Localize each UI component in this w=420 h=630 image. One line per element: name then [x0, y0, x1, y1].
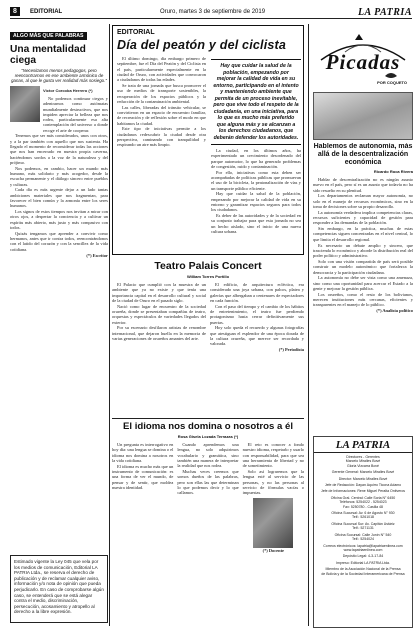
- article-paragraph: Sin embargo, en la práctica, muchas de estas competencias siguen concentradas en el nivel central, lo que limita el desarrollo regional.: [313, 226, 413, 242]
- credits-line: Oficina Sucursal: Calle Junín N° 540: [334, 532, 392, 537]
- credits-line: Miembro de la Asociación Nacional de la Prensa: [325, 567, 401, 572]
- article-paragraph: Cada día es más urgente dejar a un lado tantas ambiciones materiales que nos fragmentan, para favorecer el bien común y la armonía entre los seres humanos.: [10, 187, 108, 209]
- column-kicker: ALGO MÁS QUE PALABRAS: [10, 32, 87, 40]
- credits-line: Fax: 5250780 - Casilla 48: [343, 504, 383, 509]
- column-rule-right: [308, 24, 309, 626]
- column-rule-left: [109, 24, 110, 626]
- credits-line: Jefe de Informaciones: Rene Miguel Peralta Ontiveros: [320, 489, 406, 494]
- credits-line: Directores - Gerentes: [346, 455, 380, 459]
- author-photo: [253, 498, 293, 548]
- sidebar-article-header: [313, 92, 413, 140]
- article-signature: (*) Docente: [262, 548, 284, 554]
- section-divider: [112, 418, 304, 419]
- editorial-tag: EDITORIAL: [117, 29, 155, 36]
- article-paragraph: Nació como lugar de encuentro de la sociedad orureña, donde se presentaban compañías de teatro, orquestas y espectáculos de variedades llegados del exterior.: [112, 303, 206, 325]
- credits-group: [314, 544, 412, 553]
- article-paragraph: El Palacio que cumplió con la muestra de un ambiente que ya no existe y que tenía una importancia capital en el desarrollo cultural y social de la ciudad de Oruro en el pasado siglo.: [112, 282, 206, 303]
- credits-line: Oficina Sucursal: Av. 6 de Agosto N° 930: [331, 511, 395, 516]
- editorial-paragraph: Se trata de una jornada que busca promover el uso de medios de transporte sostenibles, la recuperación de los espacios públicos y la reducción de la contaminación ambiental.: [117, 82, 206, 104]
- credits-list: [314, 455, 412, 576]
- article-title: Una mentalidad ciega: [10, 44, 86, 66]
- editorial-paragraph: Hay que cuidar la salud de la población, empezando por mejorar la calidad de vida en su entorno y garantizar espacios seguros para todos los ciudadanos.: [211, 191, 301, 213]
- article-hablemos-de-autonomia: [313, 143, 413, 433]
- article-paragraph: Quizás tengamos que aprender a convivir como hermanos, antes que ir contra todos, reencontrándonos con el latido del corazón y con la sencillez de la vida cotidiana.: [10, 230, 108, 252]
- credits-group: [314, 483, 412, 487]
- credits-group: [314, 533, 412, 542]
- editorial-paragraph: Este tipo de iniciativas permite a los ciudadanos redescubrir la ciudad desde otra perspectiva, caminando con tranquilidad y respirando un aire más limpio.: [117, 126, 206, 148]
- credits-line: Marcelo Miralles Bové: [345, 459, 381, 464]
- article-paragraph: Es necesario un debate amplio y sincero, que trascienda lo económico y aborde la distribución real del poder político y administrativo.: [313, 242, 413, 259]
- article-signature: (*) Periodista: [278, 347, 304, 353]
- credits-line: Telf.: 5254024: [352, 537, 374, 542]
- editorial-column-1: [117, 56, 206, 252]
- article-paragraph: Con el paso del tiempo y el cambio de los hábitos de entretenimiento, el teatro fue perdiendo protagonismo hasta cerrar definitivamente sus puertas.: [210, 303, 304, 325]
- article-paragraph: Hoy solo queda el recuerdo y algunas fotografías que atestiguan el esplendor de una época dorada de la cultura orureña, que merece ser recordada y valorada.: [210, 325, 304, 347]
- article-paragraph: El reto es conocer a fondo nuestro idioma, respetarlo y usarlo con responsabilidad, para que sea una herramienta de libertad y no de sometimiento.: [242, 442, 304, 469]
- credits-line: Depósito Legal: 4-3-17-84: [342, 554, 384, 559]
- article-paragraph: Muchas veces creemos que somos dueños de las palabras, pero son ellas las que determinan lo que podemos decir y lo que callamos.: [177, 468, 239, 496]
- article-paragraph: Solo con una visión compartida de país será posible construir un modelo autonómico que fortalezca la democracia y la participación ciudadana.: [313, 258, 413, 275]
- article-paragraph: La autonomía verdadera implica competencias claras, recursos suficientes y capacidad de gestión para responder a las demandas de la población.: [313, 209, 413, 226]
- page-number: 8: [10, 7, 20, 16]
- article-paragraph: Solo así lograremos que la lengua esté al servicio de las personas, y no las personas al servicio de fórmulas vacías o impuestas.: [242, 468, 304, 496]
- credits-group: [314, 470, 412, 474]
- credits-brand: LA PATRIA: [314, 437, 412, 453]
- editorial-column-2: [211, 56, 301, 252]
- credits-line: www.lapatriaenlinea.com: [343, 547, 383, 552]
- author-photo: [10, 86, 40, 122]
- article-paragraph: Tenemos que ser más considerados, unos con otros, y a la par también con aquello que nos sustenta. Ha llegado el momento de reconsiderar todas las acciones que nos han encerrado en nuestra propia caverna, haciéndonos sordos a la voz de la naturaleza y del prójimo.: [10, 133, 108, 165]
- article-paragraph: Hablar de descentralización no es ningún asunto nuevo en el país, pero sí es un asunto que todavía no ha sido resuelto en su plenitud.: [313, 177, 413, 193]
- article-byline: Rosa Gisela Lozada Terrazas (*): [177, 434, 239, 439]
- credits-line: Gloria Vizcarra Bové: [346, 463, 380, 468]
- article-paragraph: El edificio, de arquitectura ecléctica, era considerado una joya urbana, con palcos, platea y galerías que albergaban a centenares de espectadores en cada función.: [210, 282, 304, 303]
- editorial-title: Día del peatón y del ciclista: [117, 38, 287, 52]
- article-title: Hablemos de autonomía, más allá de la descentralización económica: [313, 143, 413, 166]
- logo-wordmark: Picadas: [325, 50, 401, 74]
- masthead-credits: [313, 436, 413, 628]
- article-teatro-palais-concert: [112, 260, 304, 415]
- section-name: EDITORIAL: [30, 9, 63, 15]
- column-una-mentalidad-ciega: [10, 24, 108, 552]
- article-signature: (*) Analista político: [376, 308, 413, 314]
- legal-notice-box: [10, 555, 108, 623]
- credits-line: de Bolivia y de la Sociedad Interamericana de Prensa: [321, 571, 405, 576]
- credits-group: [314, 496, 412, 509]
- editorial-box: [112, 25, 304, 255]
- credits-line: Teléfonos: 5254022 - 5254023: [339, 500, 387, 505]
- page-header: [10, 7, 412, 19]
- logo-subtitle: POR COQUETO: [377, 80, 407, 85]
- article-paragraph: Un pregunta es interrogativo en hoy día: una lengua se domina o el idioma nos domina a nosotros en la vida cotidiana.: [112, 442, 174, 463]
- credits-line: Correos electrónicos: lapatria@lapatriaenlinea.com: [323, 543, 403, 548]
- credits-group: [314, 477, 412, 481]
- editorial-paragraph: Es deber de las autoridades y de la sociedad en su conjunto trabajar para que esta jornada no sea un hecho aislado, sino el inicio de una nueva cultura urbana.: [211, 213, 301, 234]
- editorial-paragraph: La ciudad, en los últimos años, ha experimentado un crecimiento desordenado del parque automotor, lo que ha generado problemas de congestión, ruido y contaminación.: [211, 148, 301, 169]
- credits-group: [314, 567, 412, 576]
- masthead-brand: LA PATRIA: [357, 7, 412, 18]
- article-paragraph: Los departamentos reclaman mayor autonomía, no solo en el manejo de recursos económicos, sino en la toma de decisiones sobre su propio desarrollo.: [313, 193, 413, 209]
- article-paragraph: Por su escenario desfilaron artistas de renombre internacional, que dejaron huella en la memoria de varias generaciones de orureños amantes del arte.: [112, 325, 206, 341]
- article-paragraph: Nos podemos, en cambio, hacer un mundo más humano, más solidario y más acogedor, desde la escucha permanente y el diálogo sincero entre pueblos y culturas.: [10, 165, 108, 187]
- article-deck: "Necesitamos menos pedagogos, pero reencontrarnos en ese ambiente armónico de ganas, al que le gusta ver realidad más sosiego.": [11, 68, 107, 84]
- article-paragraph: No podemos continuar ciegos y adentrarnos como autómatas mundialmente destructivos, que nos impiden apreciar la belleza que nos rodea, particularmente esa alta contemplación del universo a donde recoge el arte de cooperar.: [43, 95, 108, 133]
- article-signature: (*) Escritor: [86, 252, 108, 258]
- article-byline: Víctor Corcoba Herrero (*): [43, 87, 93, 93]
- editorial-paragraph: Por ello, iniciativas como esta deben ser acompañadas de políticas públicas que promuevan el uso de la bicicleta, la peatonalización de vías y un transporte público eficiente.: [211, 169, 301, 191]
- article-title: El idioma nos domina o nosotros a él: [122, 421, 294, 432]
- picadas-logo: [315, 22, 411, 94]
- edition-date: Oruro, martes 3 de septiembre de 2019: [160, 9, 266, 15]
- sidebar-illustration: [314, 93, 412, 139]
- credits-group: [314, 561, 412, 565]
- credits-group: [314, 489, 412, 493]
- article-paragraph: Los signos de estos tiempos nos invitan a mirar con otros ojos, a despertar la conciencia y a cultivar un espíritu más abierto, más justo y más compasivo con todos.: [10, 209, 108, 231]
- article-byline: Ricardo Roca Rivera: [373, 169, 413, 174]
- credits-line: Director: Marcelo Miralles Bové: [338, 476, 388, 481]
- credits-group: [314, 554, 412, 558]
- credits-line: Telf.: 5271131: [352, 526, 374, 531]
- editorial-paragraph: El último domingo, día embargo primero de septiembre, fue el Día del Peatón y del Ciclista en el país, particularmente especialmente en la ciudad de Oruro, con actividades que convocaron a ciudadanos de todas las edades.: [117, 56, 206, 83]
- credits-line: Oficina Gral. Central: Calle Soria N° 6450: [330, 495, 396, 500]
- article-el-idioma: [112, 421, 304, 626]
- editorial-paragraph: Las calles, liberadas del tránsito vehicular, se convirtieron en un espacio de encuentro familiar, de recreación y de reflexión sobre el modo en que habitamos la ciudad.: [117, 104, 206, 126]
- credits-group: [314, 511, 412, 520]
- legal-notice-text: Estimado vigente la Ley 045 que vela por los medios de comunicación, Editorial LA PATRIA Ltda., se reserva el derecho de publicación y de reclamar cualquier aviso, información y/o nota de opinión que pueda perjudicarlo. En caso de comprobarse algún caso, se entenderá que se está alegar contra el medio, discriminación, persecución, acosamiento y atropello al derecho a la libre expresión.: [14, 559, 104, 615]
- credits-line: Oficina Sucursal Sur: Av. Capitán Ustáriz: [331, 521, 395, 526]
- credits-line: Gerente General: Marcelo Miralles Bové: [331, 470, 395, 475]
- article-paragraph: El idioma es mucho más que un instrumento de comunicación: es una forma de ver el mundo, de pensar y de sentir, que moldea nuestra identidad.: [112, 463, 174, 490]
- editorial-pull-quote: Hay que cuidar la salud de la población, empezando por mejorar la calidad de vida en su entorno, participando en el intento y manteniendo ambiente que permita de un proceso inevitable, pero que vive todo el respeto de la ciudadanía, en una iniciativa, para lo que es mucho más preferido que alguna más y se alcanzan a los derechos ciudadanos, que deberán defender los autoridades.: [211, 59, 301, 145]
- credits-group: [314, 455, 412, 468]
- article-paragraph: Cuando aprendemos una lengua, no solo adquirimos vocabulario y gramática, sino también una manera de interpretar la realidad que nos rodea.: [177, 442, 239, 469]
- credits-group: [314, 522, 412, 531]
- article-paragraph: La autonomía no debe ser vista como una amenaza, sino como una oportunidad para acercar el Estado a la gente y mejorar la gestión pública.: [313, 275, 413, 291]
- article-paragraph: Los orureños, como el resto de los bolivianos, merecen instituciones más cercanas, eficientes y transparentes en el manejo de lo público.: [313, 291, 413, 308]
- credits-line: Impreso: Editorial LA PATRIA Ltda.: [336, 560, 390, 565]
- article-byline: William Torres Portillo: [186, 274, 230, 279]
- article-title: Teatro Palais Concert: [154, 260, 262, 272]
- credits-line: Telf.: 5261018: [352, 515, 374, 520]
- article-body: [10, 133, 108, 257]
- credits-line: Jefe de Redacción: Dayan Aquirro Ticona Adamo: [324, 483, 402, 488]
